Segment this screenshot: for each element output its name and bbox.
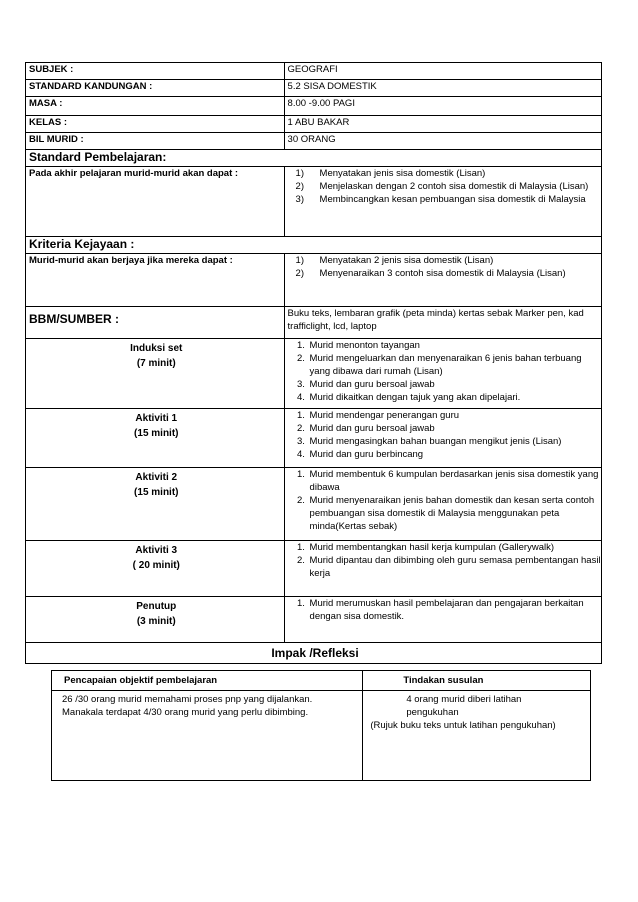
row-masa — [26, 97, 602, 116]
subjek-label: SUBJEK : — [26, 63, 285, 80]
session-name: Aktiviti 1 — [135, 413, 178, 424]
masa-value: 8.00 -9.00 PAGI — [284, 97, 601, 116]
pencapaian-heading: Pencapaian objektif pembelajaran — [52, 671, 363, 691]
list-item: Menyenaraikan 3 contoh sisa domestik di Malaysia (Lisan) — [319, 268, 566, 279]
session-steps — [288, 339, 601, 404]
session-name: Induksi set — [130, 343, 183, 354]
bbm-label: BBM/SUMBER : — [26, 307, 285, 339]
session-name: Aktiviti 3 — [135, 545, 178, 556]
list-item: 2. Murid dan guru bersoal jawab — [308, 422, 601, 435]
kriteria-kejayaan-heading: Kriteria Kejayaan : — [26, 237, 602, 254]
tindakan-line: (Rujuk buku teks untuk latihan pengukuhan) — [370, 720, 556, 731]
row-standard-kandungan — [26, 80, 602, 97]
list-item: 4. Murid dikaitkan dengan tajuk yang akan dipelajari. — [308, 391, 601, 404]
list-item: 3. Murid mengasingkan bahan buangan mengikut jenis (Lisan) — [308, 435, 601, 448]
session-steps — [288, 409, 601, 461]
refleksi-title: Impak /Refleksi — [26, 643, 602, 664]
list-item: 3. Murid dan guru bersoal jawab — [308, 378, 601, 391]
list-item: 1. Murid membentangkan hasil kerja kumpulan (Gallerywalk) — [308, 541, 601, 554]
subjek-value: GEOGRAFI — [284, 63, 601, 80]
standard-kandungan-label: STANDARD KANDUNGAN : — [26, 80, 285, 97]
session-duration: (3 minit) — [136, 616, 176, 627]
masa-label: MASA : — [26, 97, 285, 116]
session-duration: ( 20 minit) — [132, 560, 180, 571]
list-item: 2. Murid mengeluarkan dan menyenaraikan 6 jenis bahan terbuang yang dibawa dari rumah (Lisan) — [308, 352, 601, 378]
session-name: Penutup — [136, 601, 177, 612]
session-steps — [288, 597, 601, 623]
list-item: 1. Murid merumuskan hasil pembelajaran dan pengajaran berkaitan dengan sisa domestik. — [308, 597, 601, 623]
list-item: Membincangkan kesan pembuangan sisa domestik di Malaysia — [319, 194, 586, 205]
session-duration: (7 minit) — [136, 358, 176, 369]
session-row — [26, 597, 602, 643]
kriteria-kejayaan-label: Murid-murid akan berjaya jika mereka dapat : — [26, 254, 285, 307]
session-row — [26, 409, 602, 468]
tindakan-line: pengukuhan — [406, 707, 459, 718]
tindakan-line: 4 orang murid diberi latihan — [406, 694, 522, 705]
list-item: Menyatakan jenis sisa domestik (Lisan) — [319, 168, 486, 179]
kelas-value: 1 ABU BAKAR — [284, 116, 601, 133]
pencapaian-line: 26 /30 orang murid memahami proses pnp yang dijalankan. — [62, 694, 313, 705]
kelas-label: KELAS : — [26, 116, 285, 133]
standard-kandungan-value: 5.2 SISA DOMESTIK — [284, 80, 601, 97]
session-steps — [288, 541, 601, 580]
pencapaian-line: Manakala terdapat 4/30 orang murid yang perlu dibimbing. — [62, 707, 309, 718]
refleksi-table — [51, 670, 591, 781]
list-item: 2. Murid menyenaraikan jenis bahan domestik dan kesan serta contoh pembuangan sisa domestik di Malaysia menggunakan peta minda(Kertas sebak) — [308, 494, 601, 533]
list-item: Menjelaskan dengan 2 contoh sisa domestik di Malaysia (Lisan) — [319, 181, 589, 192]
session-duration: (15 minit) — [134, 428, 179, 439]
list-item: Menyatakan 2 jenis sisa domestik (Lisan) — [319, 255, 494, 266]
list-item: 1. Murid menonton tayangan — [308, 339, 601, 352]
bil-murid-value: 30 ORANG — [284, 133, 601, 150]
list-item: 4. Murid dan guru berbincang — [308, 448, 601, 461]
lesson-plan-table — [25, 62, 602, 664]
row-subjek — [26, 63, 602, 80]
session-row — [26, 339, 602, 409]
standard-pembelajaran-label: Pada akhir pelajaran murid-murid akan dapat : — [26, 167, 285, 237]
row-bil-murid — [26, 133, 602, 150]
list-item: 2. Murid dipantau dan dibimbing oleh guru semasa pembentangan hasil kerja — [308, 554, 601, 580]
tindakan-heading: Tindakan susulan — [363, 671, 591, 691]
list-item: 1. Murid mendengar penerangan guru — [308, 409, 601, 422]
session-row — [26, 541, 602, 597]
list-item: 1. Murid membentuk 6 kumpulan berdasarkan jenis sisa domestik yang dibawa — [308, 468, 601, 494]
standard-pembelajaran-list — [288, 167, 601, 206]
standard-pembelajaran-heading: Standard Pembelajaran: — [26, 150, 602, 167]
row-kelas — [26, 116, 602, 133]
kriteria-kejayaan-list — [288, 254, 601, 280]
session-name: Aktiviti 2 — [135, 472, 178, 483]
bbm-value: Buku teks, lembaran grafik (peta minda) kertas sebak Marker pen, kad trafficlight, lcd, laptop — [284, 307, 601, 339]
session-steps — [288, 468, 601, 533]
bil-murid-label: BIL MURID : — [26, 133, 285, 150]
session-row — [26, 468, 602, 541]
session-duration: (15 minit) — [134, 487, 179, 498]
